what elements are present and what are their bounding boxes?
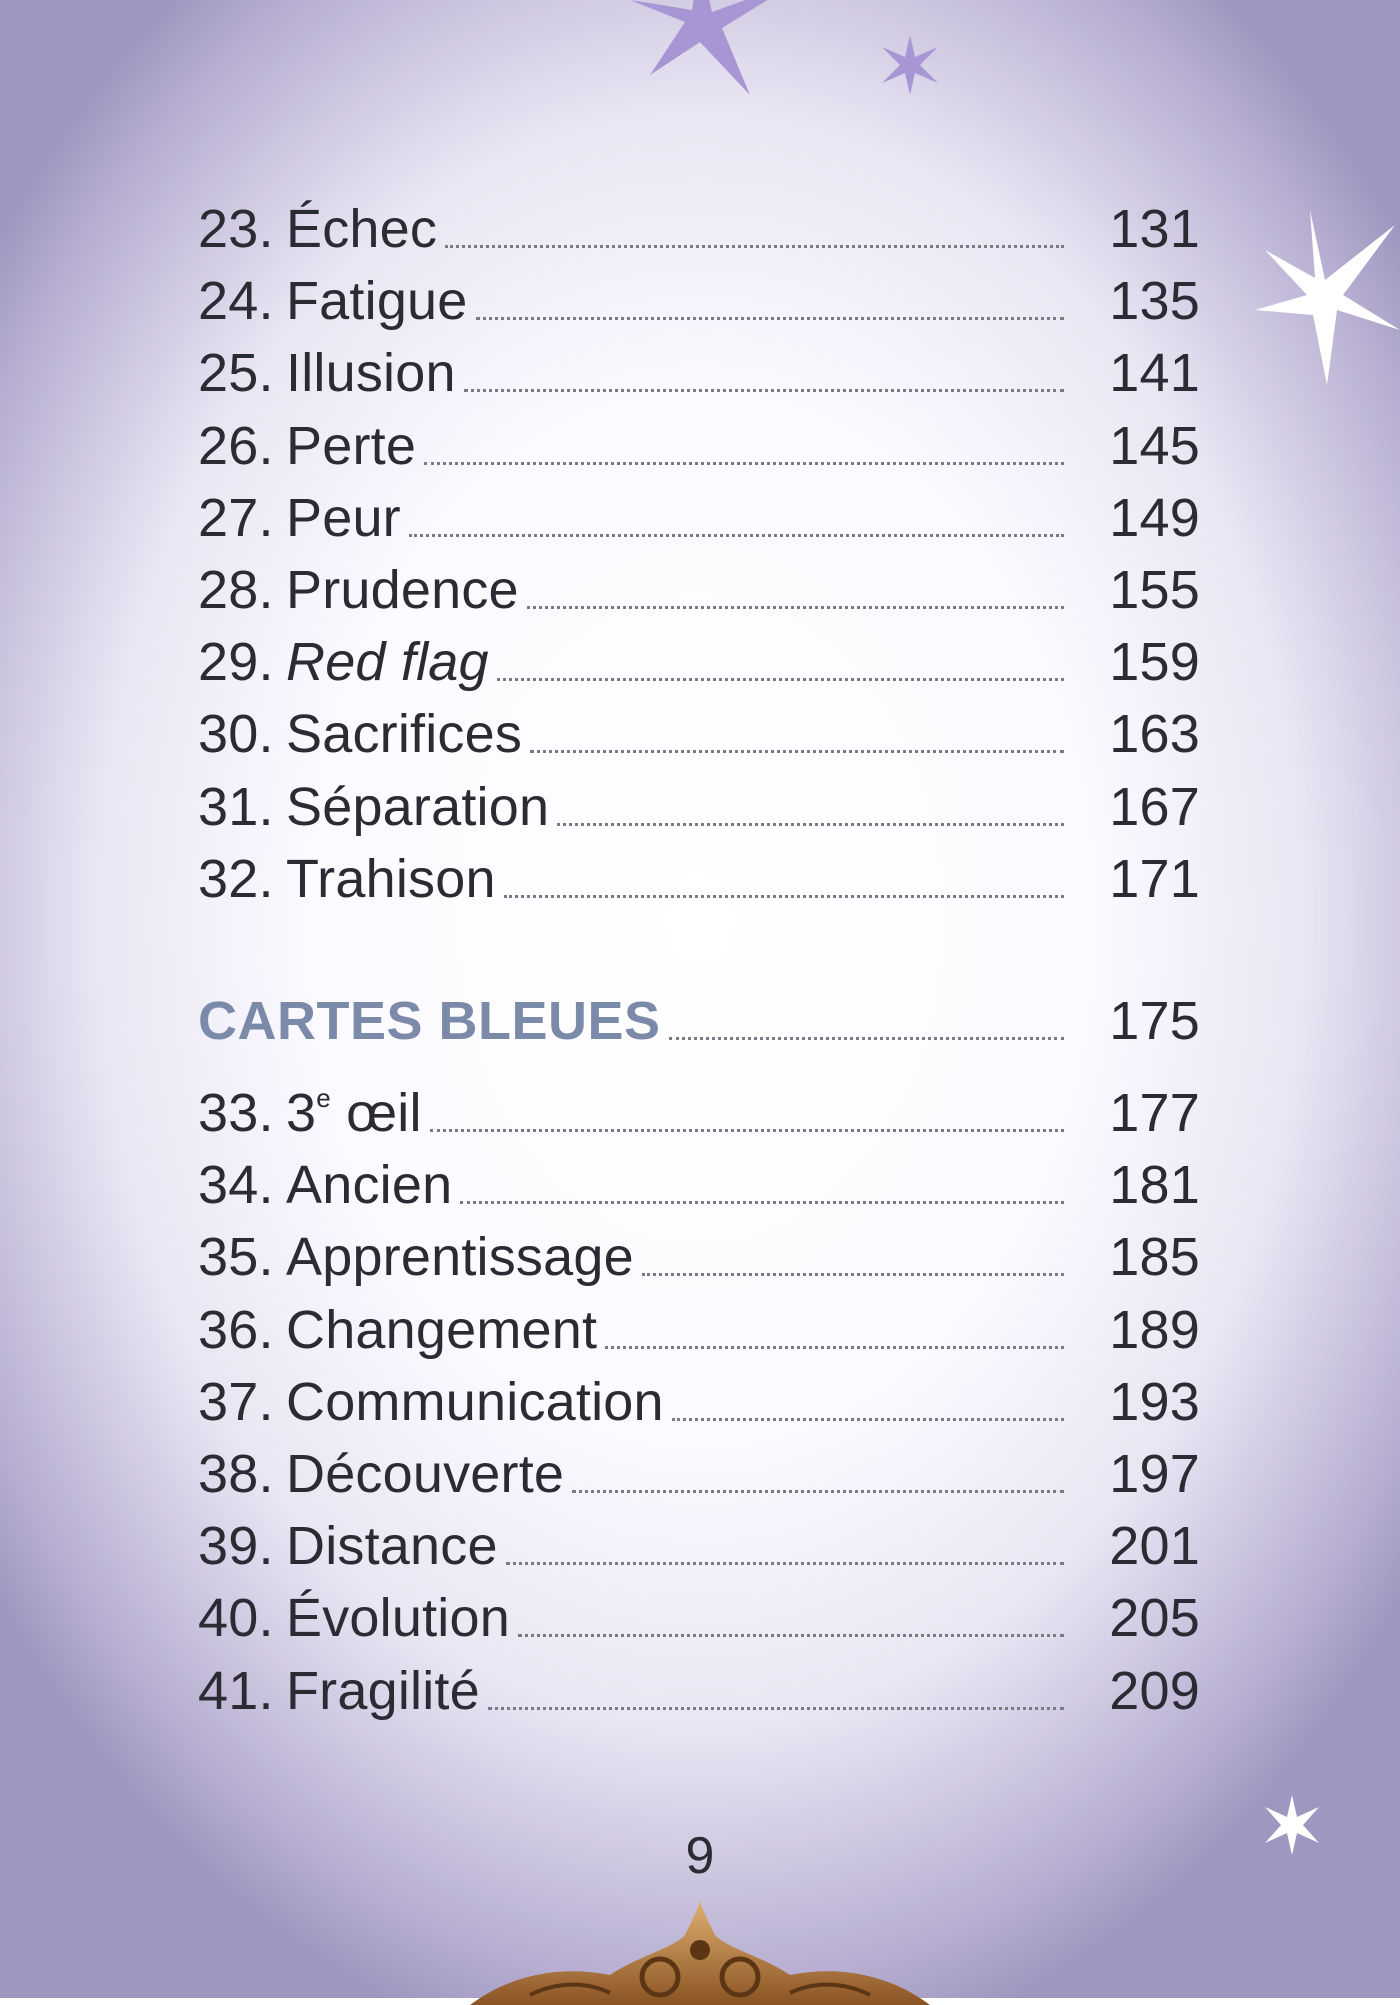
toc-entry [198, 1152, 1200, 1218]
entry-number: 38. [198, 1444, 274, 1504]
page-reference: 177 [1109, 1083, 1200, 1143]
section-heading-row [198, 988, 1200, 1054]
dot-leader [572, 1490, 1064, 1493]
entry-title-main: 3 [286, 1083, 317, 1143]
entry-number: 31. [198, 777, 274, 837]
page-reference: 131 [1109, 199, 1200, 259]
entry-number: 34. [198, 1155, 274, 1215]
entry-title: Découverte [286, 1444, 565, 1504]
toc-entry [198, 774, 1200, 840]
page-reference: 193 [1109, 1372, 1200, 1432]
dot-leader [527, 606, 1064, 609]
toc-entry [198, 557, 1200, 623]
entry-number: 35. [198, 1227, 274, 1287]
page-reference: 145 [1109, 416, 1200, 476]
star-icon [880, 35, 940, 95]
dot-leader [460, 1201, 1064, 1204]
toc-entry [198, 1658, 1200, 1724]
page-reference: 201 [1109, 1516, 1200, 1576]
page-reference: 155 [1109, 560, 1200, 620]
toc-entry [198, 1513, 1200, 1579]
toc-entry [198, 1369, 1200, 1435]
entry-title: Apprentissage [286, 1227, 634, 1287]
entry-title: Changement [286, 1300, 598, 1360]
entry-number: 33. [198, 1083, 274, 1143]
entry-number: 40. [198, 1588, 274, 1648]
toc-entry [198, 196, 1200, 262]
entry-title: Peur [286, 488, 401, 548]
dot-leader [430, 1129, 1064, 1132]
dot-leader [476, 317, 1064, 320]
dot-leader [669, 1037, 1064, 1040]
toc-entry [198, 1297, 1200, 1363]
page-reference: 209 [1109, 1661, 1200, 1721]
page-reference: 167 [1109, 777, 1200, 837]
entry-title: Trahison [286, 849, 496, 909]
toc-entry [198, 1080, 1200, 1146]
toc-entry [198, 1585, 1200, 1651]
page-reference: 171 [1109, 849, 1200, 909]
toc-entry [198, 1441, 1200, 1507]
dot-leader [445, 245, 1064, 248]
star-icon [1255, 210, 1400, 385]
entry-title: Prudence [286, 560, 519, 620]
dot-leader [642, 1273, 1064, 1276]
entry-title: Sacrifices [286, 704, 523, 764]
dot-leader [530, 750, 1064, 753]
section-title: CARTES BLEUES [198, 991, 661, 1051]
dot-leader [488, 1707, 1064, 1710]
entry-number: 32. [198, 849, 274, 909]
dot-leader [518, 1634, 1064, 1637]
page-reference: 135 [1109, 271, 1200, 331]
dot-leader [672, 1418, 1064, 1421]
page-reference: 189 [1109, 1300, 1200, 1360]
toc-entry [198, 629, 1200, 695]
entry-number: 25. [198, 343, 274, 403]
star-icon [630, 0, 810, 100]
entry-title: Perte [286, 416, 417, 476]
page-reference: 163 [1109, 704, 1200, 764]
dot-leader [605, 1346, 1064, 1349]
toc-entry [198, 485, 1200, 551]
entry-title: Fatigue [286, 271, 468, 331]
dot-leader [464, 389, 1064, 392]
entry-number: 29. [198, 632, 274, 692]
page-reference: 205 [1109, 1588, 1200, 1648]
toc-entry [198, 846, 1200, 912]
entry-title [286, 1065, 430, 1146]
page-reference: 197 [1109, 1444, 1200, 1504]
toc-entry [198, 413, 1200, 479]
entry-number: 26. [198, 416, 274, 476]
entry-title: Illusion [286, 343, 456, 403]
entry-title: Évolution [286, 1588, 510, 1648]
toc-entry [198, 701, 1200, 767]
dot-leader [497, 678, 1064, 681]
entry-number: 30. [198, 704, 274, 764]
dot-leader [409, 534, 1064, 537]
page-number: 9 [685, 1827, 715, 1885]
entry-title: Distance [286, 1516, 498, 1576]
page-reference: 185 [1109, 1227, 1200, 1287]
toc-entry [198, 1224, 1200, 1290]
entry-title: Communication [286, 1372, 664, 1432]
entry-title-superscript: e [316, 1083, 331, 1113]
dot-leader [424, 462, 1064, 465]
dot-leader [504, 895, 1064, 898]
entry-number: 28. [198, 560, 274, 620]
toc-entry [198, 340, 1200, 406]
dot-leader [506, 1562, 1064, 1565]
entry-number: 24. [198, 271, 274, 331]
page-reference: 149 [1109, 488, 1200, 548]
entry-number: 41. [198, 1661, 274, 1721]
ornament-icon [470, 1895, 930, 2005]
page-reference: 159 [1109, 632, 1200, 692]
entry-title: Séparation [286, 777, 550, 837]
entry-number: 37. [198, 1372, 274, 1432]
toc-entry [198, 268, 1200, 334]
entry-number: 39. [198, 1516, 274, 1576]
entry-title-rest: œil [330, 1083, 422, 1143]
entry-title: Red flag [286, 632, 489, 692]
entry-number: 23. [198, 199, 274, 259]
entry-title: Fragilité [286, 1661, 480, 1721]
page-reference: 141 [1109, 343, 1200, 403]
entry-title: Ancien [286, 1155, 453, 1215]
page-reference: 175 [1109, 991, 1200, 1051]
page-reference: 181 [1109, 1155, 1200, 1215]
dot-leader [557, 823, 1064, 826]
entry-number: 36. [198, 1300, 274, 1360]
entry-number: 27. [198, 488, 274, 548]
entry-title: Échec [286, 199, 438, 259]
